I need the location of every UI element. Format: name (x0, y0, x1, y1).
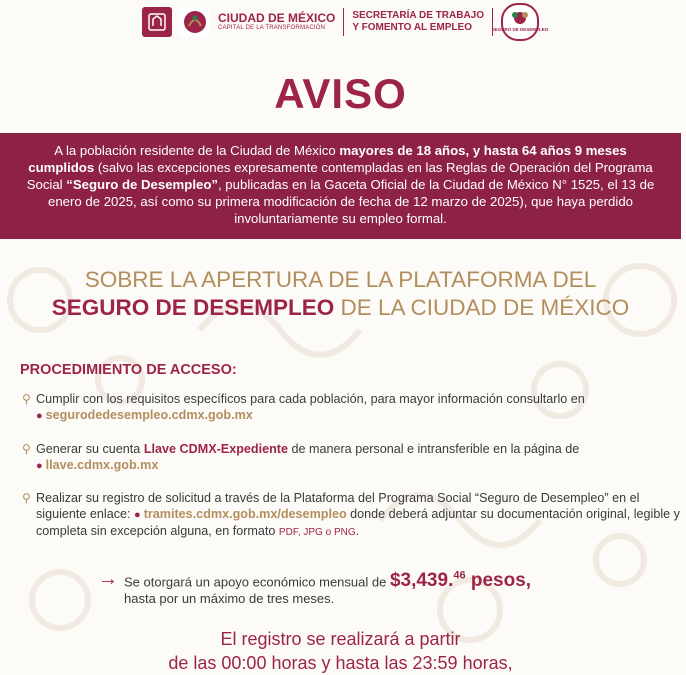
bullet-pin-icon: ⚲ (22, 491, 31, 505)
banner-age-range: mayores de 18 años, y hasta 64 años 9 meses cumplidos (28, 143, 627, 175)
banner-program-name: “Seguro de Desempleo” (66, 177, 218, 192)
format-pdf: PDF (278, 527, 298, 538)
cdmx-shield-logo (142, 7, 172, 37)
support-amount-row (98, 568, 531, 607)
header (0, 0, 681, 44)
banner-text-3: , publicadas en la Gaceta Oficial de la Ciudad de México N° 1525, el 13 de enero de 2025, así como su primera modificación de fecha de 12 marzo de 2025), que haya perdido involuntariamente su empleo formal. (47, 177, 655, 226)
registration-line-1: El registro se realizará a partir (220, 629, 461, 649)
bullet-pin-icon: ⚲ (22, 442, 31, 456)
amount-cents: 46 (453, 570, 466, 582)
globe-icon: ● (134, 509, 141, 521)
step-2-text-b: de manera personal e intransferible en la página de (287, 442, 580, 456)
llave-cdmx-label: Llave CDMX-Expediente (143, 442, 288, 456)
step-3-end: . (355, 524, 360, 538)
seguro-desempleo-logo (491, 3, 549, 41)
section-title-rest: DE LA CIUDAD DE MÉXICO (334, 295, 630, 320)
step-1-text: Cumplir con los requisitos específicos para cada población, para mayor información consultarlo en (36, 392, 585, 406)
step-3-text-a: Realizar su registro de solicitud a través de la Plataforma del Programa Social “Seguro de Desempleo” en el siguiente enlace: (36, 491, 640, 521)
support-text-b: hasta por un máximo de tres meses. (124, 591, 335, 607)
section-title-line-1: SOBRE LA APERTURA DE LA PLATAFORMA DEL (84, 267, 597, 292)
amount-unit: pesos, (465, 570, 532, 592)
support-text-a: Se otorgará un apoyo económico mensual de (124, 574, 390, 590)
globe-icon: ● (36, 460, 43, 472)
globe-icon: ● (36, 410, 43, 422)
section-title-highlight: SEGURO DE DESEMPLEO (51, 295, 335, 320)
arrow-right-icon: → (98, 568, 118, 590)
format-sep-1: , (297, 527, 304, 538)
secretaria-line-2: Y FOMENTO AL EMPLEO (352, 22, 472, 33)
page-title: AVISO (274, 70, 407, 117)
secretaria-name (352, 10, 484, 34)
procedure-title: PROCEDIMIENTO DE ACCESO: (20, 362, 237, 378)
support-amount (390, 570, 531, 591)
cdmx-name: CIUDAD DE MÉXICO (217, 10, 336, 25)
procedure-step-2 (22, 441, 686, 474)
format-png: PNG (333, 527, 356, 538)
bullet-pin-icon: ⚲ (22, 392, 31, 406)
cdmx-tagline: CAPITAL DE LA TRANSFORMACIÓN (217, 25, 326, 32)
cdmx-wordmark (218, 12, 335, 33)
step-2-text-a: Generar su cuenta (36, 442, 144, 456)
header-divider (343, 8, 344, 36)
procedure-step-3 (22, 490, 686, 541)
llave-cdmx-link[interactable]: llave.cdmx.gob.mx (45, 458, 159, 472)
procedure-step-1 (22, 391, 686, 424)
banner-text-1: A la población residente de la Ciudad de México (54, 143, 340, 158)
cdmx-eagle-logo (180, 7, 210, 37)
amount-main: $3,439. (389, 570, 454, 592)
format-jpg: JPG (303, 527, 323, 538)
tramites-link[interactable]: tramites.cdmx.gob.mx/desempleo (143, 507, 347, 521)
step-3-text-b: donde deberá adjuntar su documentación original, legible y completa sin excepción alguna, en formato (36, 507, 680, 538)
format-sep-2: o (322, 527, 334, 538)
registration-line-2: de las 00:00 horas y hasta las 23:59 horas, (168, 653, 513, 673)
banner-text-2: (salvo las excepciones expresamente contempladas en las Reglas de Operación del Programa Social (26, 160, 653, 192)
seguro-logo-text: SEGURO DE DESEMPLEO (491, 27, 549, 32)
secretaria-line-1: SECRETARÍA DE TRABAJO (352, 10, 485, 21)
registration-schedule (0, 627, 681, 675)
section-title (0, 266, 681, 322)
notice-banner (0, 133, 681, 239)
seguro-desempleo-link[interactable]: segurodedesempleo.cdmx.gob.mx (45, 408, 253, 422)
